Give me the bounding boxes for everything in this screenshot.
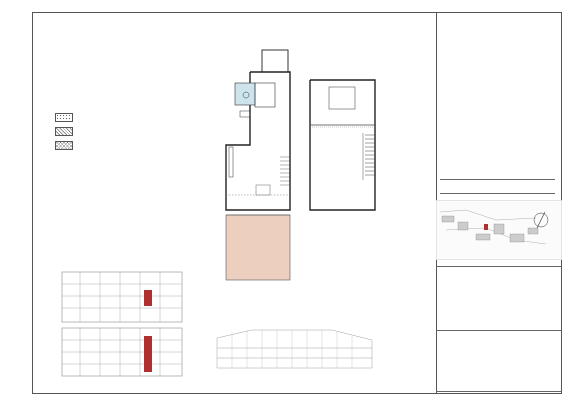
divider — [440, 193, 555, 194]
divider — [436, 330, 562, 331]
divider — [440, 179, 555, 180]
terrace-fill — [226, 215, 290, 280]
building-elevation — [212, 318, 377, 373]
unit-highlight — [144, 336, 152, 372]
divider — [436, 266, 562, 267]
legend-swatch-diagonal — [55, 127, 73, 136]
legend-swatch-cross — [55, 141, 73, 150]
bathroom-fill — [235, 83, 255, 105]
site-map — [436, 200, 562, 260]
site-plan-thumbnails — [60, 270, 190, 380]
floor-plan-level-2 — [305, 75, 385, 215]
unit-highlight — [144, 290, 152, 306]
floor-plan-level-1 — [210, 45, 310, 305]
legend-swatch-dots — [55, 113, 73, 122]
divider — [436, 391, 562, 392]
building-highlight — [484, 224, 488, 230]
